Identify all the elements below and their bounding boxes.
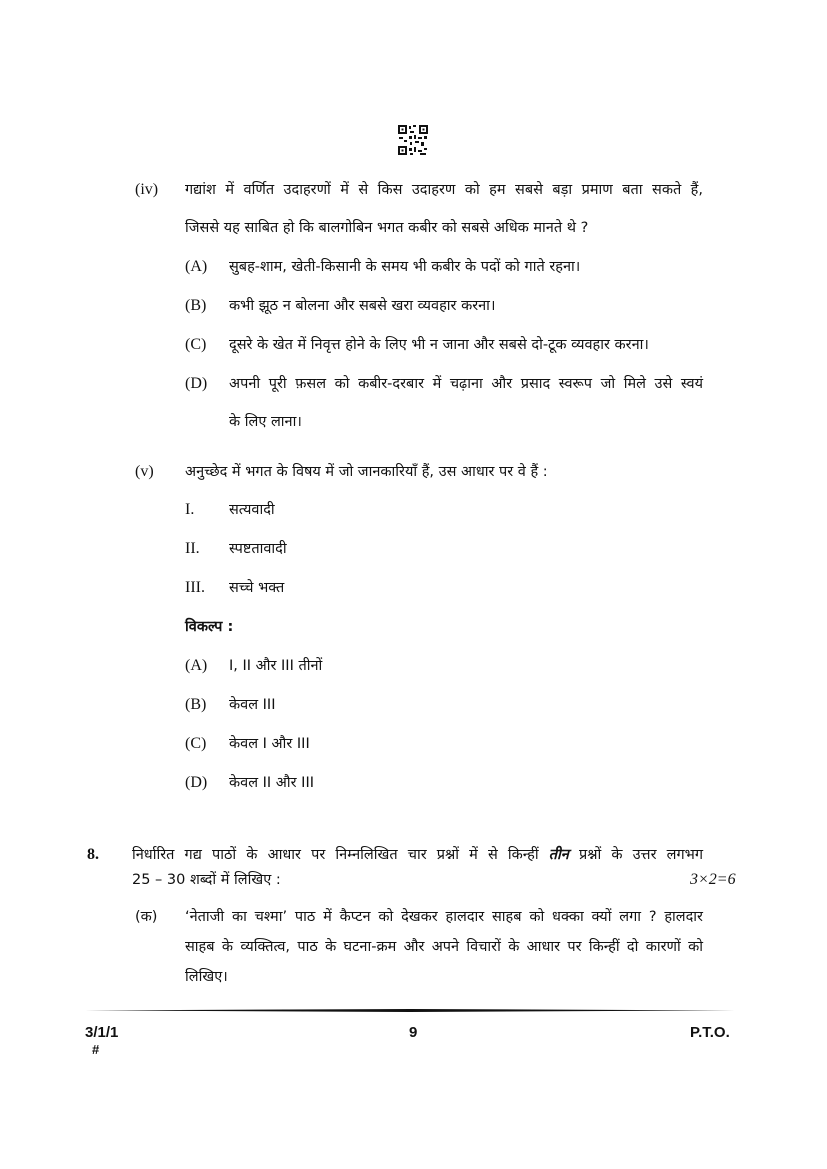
option-label: (A) (185, 657, 208, 674)
hash-mark: # (92, 1042, 100, 1057)
option-label: (D) (185, 774, 208, 791)
option-label: (C) (185, 735, 207, 752)
sub-question-line-2: साहब के व्यक्तित्व, पाठ के घटना-क्रम और अपने विचारों के आधार पर किन्हीं दो कारणों को (185, 939, 703, 955)
sub-question-line-3: लिखिए। (185, 969, 228, 985)
question-iv-line-1: गद्यांश में वर्णित उदाहरणों में से किस उदाहरण को हम सबसे बड़ा प्रमाण बता सकते हैं, (185, 182, 703, 198)
option-text: केवल III (229, 697, 276, 713)
option-text: अपनी पूरी फ़सल को कबीर-दरबार में चढ़ाना और प्रसाद स्वरूप जो मिले उसे स्वयं (229, 376, 703, 392)
sub-question-label: (क) (135, 909, 158, 925)
option-text: केवल II और III (229, 775, 315, 791)
statement-label: I. (185, 501, 195, 518)
marks-label: 3×2=6 (690, 871, 736, 888)
question-v-stem: अनुच्छेद में भगत के विषय में जो जानकारियाँ हैं, उस आधार पर वे हैं : (185, 464, 548, 480)
footer-rule (85, 1009, 735, 1012)
option-text: I, II और III तीनों (229, 658, 323, 674)
qr-code (397, 124, 429, 156)
question-8-instruction-line-1: निर्धारित गद्य पाठों के आधार पर निम्नलिखित चार प्रश्नों में से किन्हीं तीन प्रश्नों के उत्तर लगभग (132, 847, 703, 863)
statement-text: सच्चे भक्त (229, 580, 285, 596)
sub-question-line-1: ‘नेताजी का चश्मा’ पाठ में कैप्टन को देखकर हालदार साहब को धक्का क्यों लगा ? हालदार (185, 909, 703, 925)
statement-label: II. (185, 540, 200, 557)
page-number: 9 (409, 1024, 418, 1041)
option-label: (D) (185, 375, 208, 392)
option-text: दूसरे के खेत में निवृत्त होने के लिए भी न जाना और सबसे दो-टूक व्यवहार करना। (229, 337, 649, 353)
option-label: (A) (185, 258, 208, 275)
option-label: (B) (185, 297, 207, 314)
pto-label: P.T.O. (690, 1024, 730, 1041)
question-8-number: 8. (87, 846, 99, 863)
question-v-number: (v) (135, 463, 154, 480)
option-text: कभी झूठ न बोलना और सबसे खरा व्यवहार करना। (229, 298, 496, 314)
question-iv-line-2: जिससे यह साबित हो कि बालगोबिन भगत कबीर को सबसे अधिक मानते थे ? (185, 220, 589, 236)
option-text-continued: के लिए लाना। (229, 414, 302, 430)
option-label: (C) (185, 336, 207, 353)
option-text: केवल I और III (229, 736, 310, 752)
option-text: सुबह-शाम, खेती-किसानी के समय भी कबीर के पदों को गाते रहना। (229, 259, 581, 275)
question-8-instruction-line-2: 25 – 30 शब्दों में लिखिए : (132, 872, 281, 888)
statement-text: स्पष्टतावादी (229, 541, 287, 557)
option-label: (B) (185, 696, 207, 713)
emphasis-teen: तीन (548, 847, 569, 863)
question-iv-number: (iv) (135, 181, 159, 198)
paper-code: 3/1/1 (85, 1024, 119, 1041)
statement-label: III. (185, 579, 205, 596)
statement-text: सत्यवादी (229, 502, 275, 518)
vikalp-heading: विकल्प : (185, 619, 234, 635)
